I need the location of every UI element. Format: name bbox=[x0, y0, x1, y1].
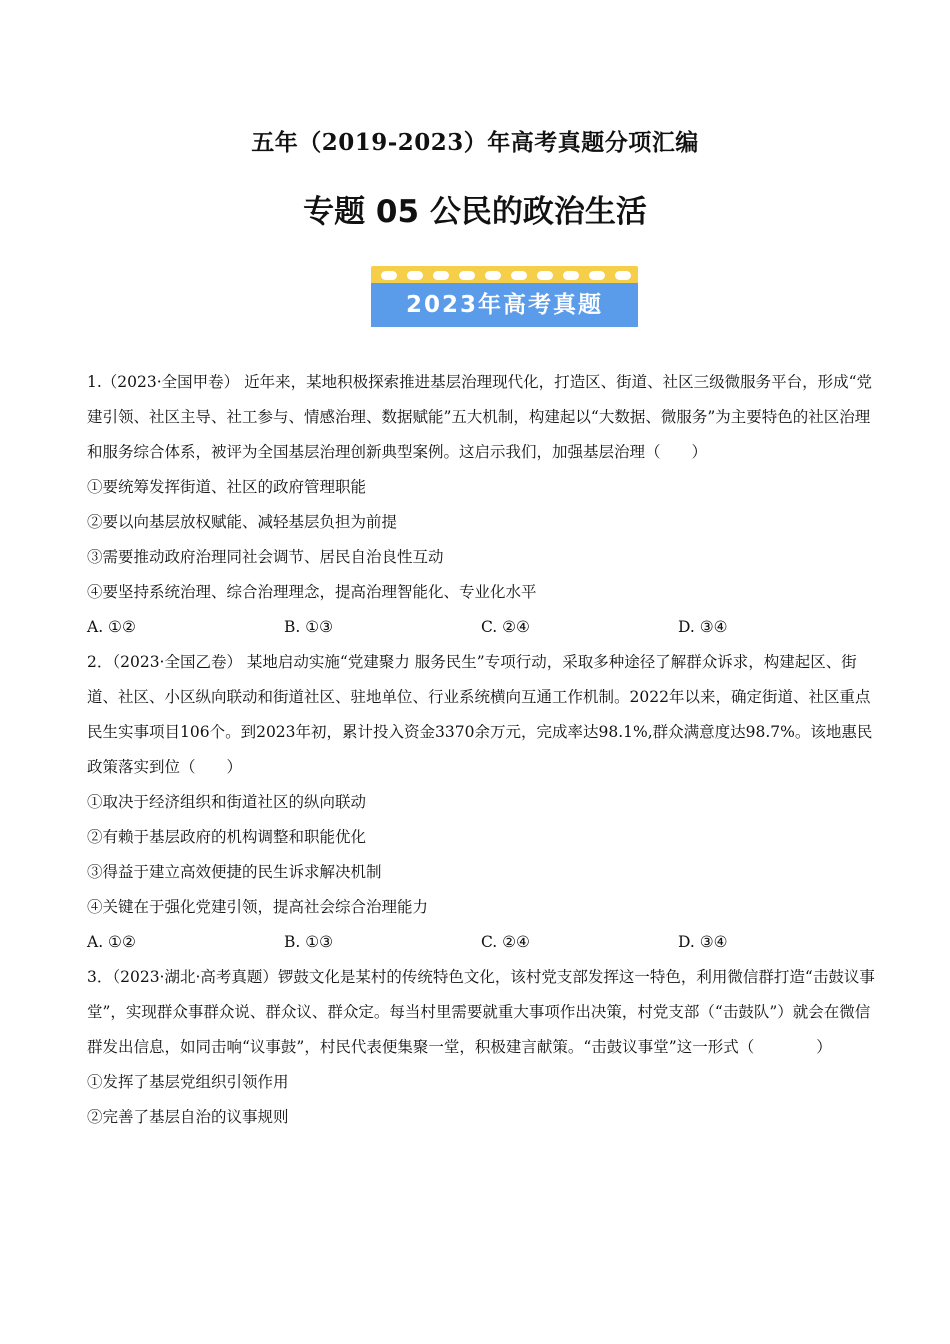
option-b: B. ①③ bbox=[284, 618, 334, 636]
option-b: B. ①③ bbox=[284, 933, 334, 951]
option-a: A. ①② bbox=[87, 618, 136, 636]
banner-dots bbox=[381, 271, 631, 281]
question-item: ④要坚持系统治理、综合治理理念，提高治理智能化、专业化水平 bbox=[87, 583, 537, 601]
question-item: ②要以向基层放权赋能、减轻基层负担为前提 bbox=[87, 513, 398, 531]
question-list bbox=[87, 365, 879, 1135]
option-c: C. ②④ bbox=[481, 618, 530, 636]
answer-options bbox=[87, 610, 879, 645]
question-item: ②有赖于基层政府的机构调整和职能优化 bbox=[87, 828, 367, 846]
option-d: D. ③④ bbox=[678, 933, 728, 951]
option-a: A. ①② bbox=[87, 933, 136, 951]
option-c: C. ②④ bbox=[481, 933, 530, 951]
option-d: D. ③④ bbox=[678, 618, 728, 636]
question-stem: 1.（2023·全国甲卷） 近年来，某地积极探索推进基层治理现代化，打造区、街道、社区三级微服务平台，形成“党建引领、社区主导、社工参与、情感治理、数据赋能”五大机制，构建起以“大数据、微服务”为主要特色的社区治理和服务综合体系，被评为全国基层治理创新典型案例。这启示我们，加强基层治理（ ） bbox=[87, 373, 873, 461]
question-item: ③需要推动政府治理同社会调节、居民自治良性互动 bbox=[87, 548, 444, 566]
question-item: ①要统筹发挥街道、社区的政府管理职能 bbox=[87, 478, 367, 496]
question-item: ①取决于经济组织和街道社区的纵向联动 bbox=[87, 793, 367, 811]
question-item: ③得益于建立高效便捷的民生诉求解决机制 bbox=[87, 863, 382, 881]
section-banner bbox=[371, 266, 638, 327]
answer-options bbox=[87, 925, 879, 960]
question-stem: 3．（2023·湖北·高考真题）锣鼓文化是某村的传统特色文化，该村党支部发挥这一特色，利用微信群打造“击鼓议事堂”，实现群众事群众说、群众议、群众定。每当村里需要就重大事项作出决策，村党支部（“击鼓队”）就会在微信群发出信息，如同击响“议事鼓”，村民代表便集聚一堂，积极建言献策。“击鼓议事堂”这一形式（ ） bbox=[87, 968, 875, 1056]
question-item: ①发挥了基层党组织引领作用 bbox=[87, 1073, 289, 1091]
question-item: ④关键在于强化党建引领，提高社会综合治理能力 bbox=[87, 898, 429, 916]
question-item: ②完善了基层自治的议事规则 bbox=[87, 1108, 289, 1126]
page-title: 五年（2019-2023）年高考真题分项汇编 bbox=[251, 129, 699, 156]
question-stem: 2．（2023·全国乙卷） 某地启动实施“党建聚力 服务民生”专项行动，采取多种途径了解群众诉求，构建起区、街道、社区、小区纵向联动和街道社区、驻地单位、行业系统横向互通工作机制。2022年以来，确定街道、社区重点民生实事项目106个。到2023年初，累计投入资金3370余万元，完成率达98.1%,群众满意度达98.7%。该地惠民政策落实到位（ ） bbox=[87, 653, 873, 776]
banner-label: 2023年高考真题 bbox=[371, 283, 638, 327]
topic-title: 专题 05 公民的政治生活 bbox=[303, 194, 647, 230]
